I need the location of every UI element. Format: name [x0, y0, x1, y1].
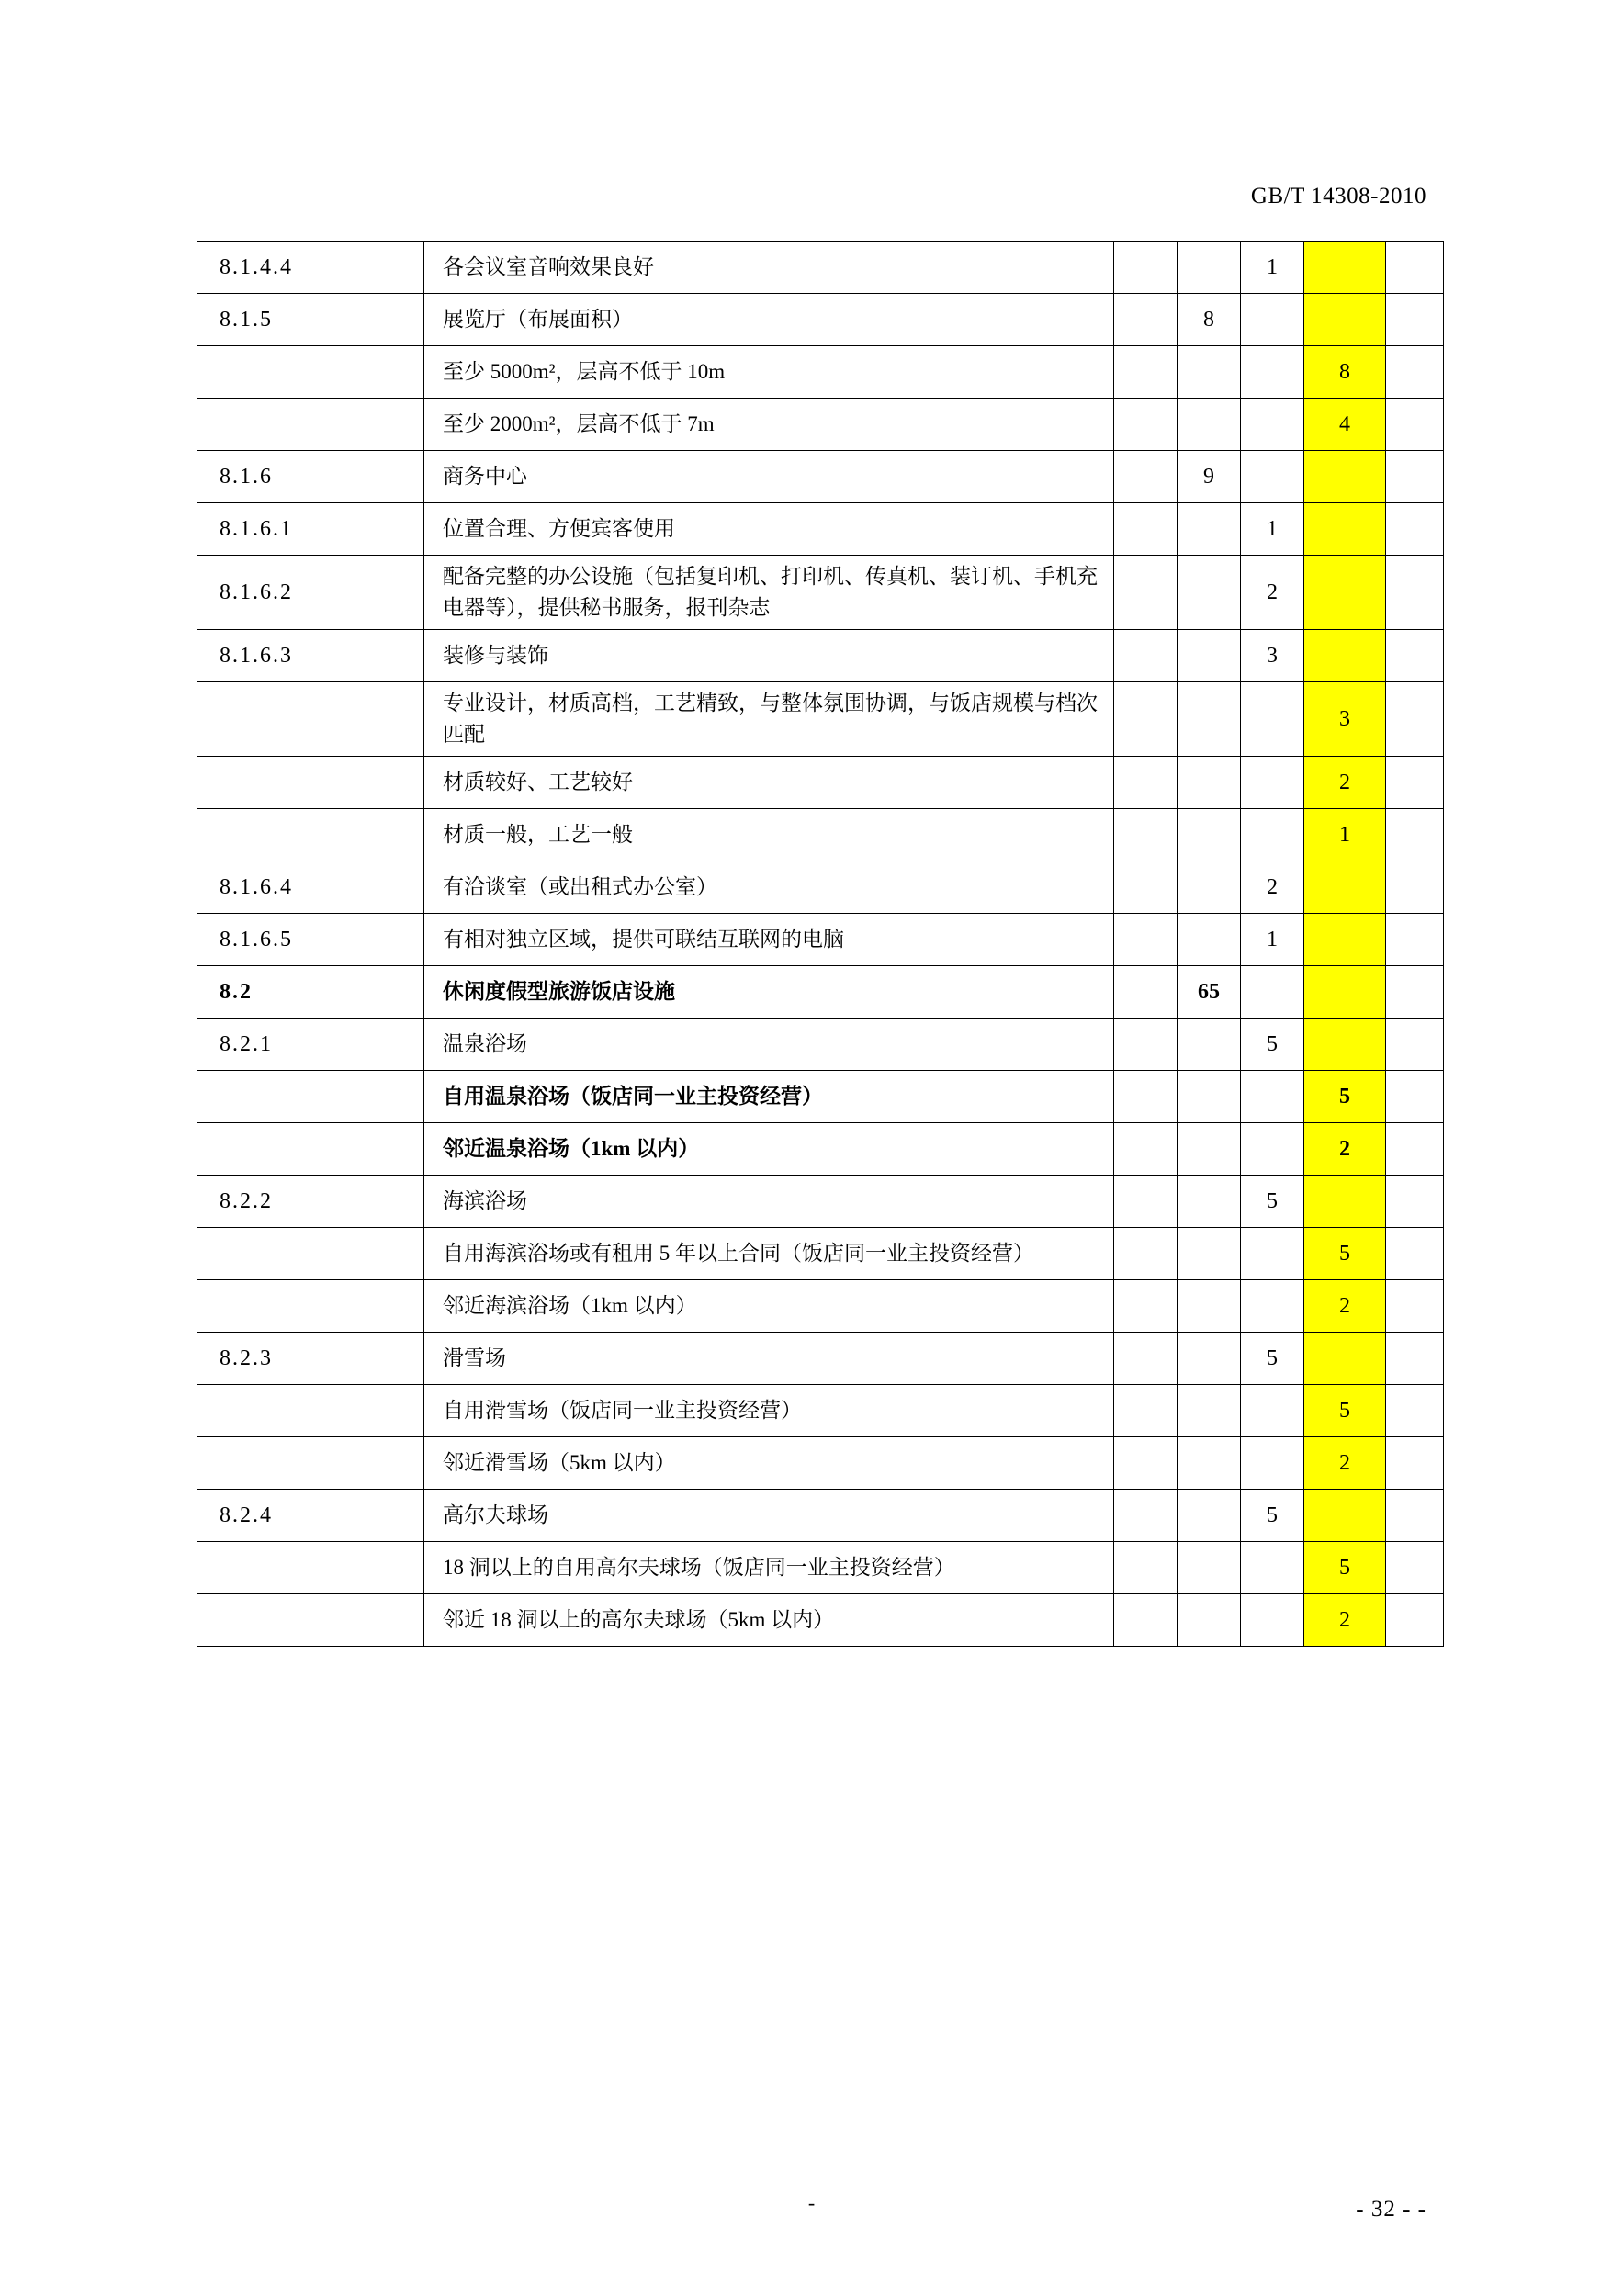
- score-level1-cell: [1114, 451, 1178, 503]
- clause-number-cell: 8.2.1: [197, 1019, 424, 1071]
- remark-cell: [1386, 503, 1444, 556]
- score-level3-cell: 1: [1241, 242, 1304, 294]
- table-row: [197, 503, 1444, 556]
- clause-number-cell: [197, 346, 424, 399]
- remark-cell: [1386, 1176, 1444, 1228]
- score-level2-cell: [1178, 346, 1241, 399]
- score-level2-cell: [1178, 1490, 1241, 1542]
- table-row: [197, 1071, 1444, 1123]
- score-level2-cell: [1178, 556, 1241, 630]
- score-level3-cell: [1241, 966, 1304, 1019]
- score-level2-cell: [1178, 1228, 1241, 1280]
- score-level3-cell: 5: [1241, 1019, 1304, 1071]
- score-level1-cell: [1114, 503, 1178, 556]
- footer-page-number: - 32 - -: [1356, 2197, 1426, 2222]
- clause-number-cell: [197, 1594, 424, 1647]
- score-level1-cell: [1114, 1490, 1178, 1542]
- score-level2-cell: [1178, 503, 1241, 556]
- clause-description-cell: 温泉浴场: [424, 1019, 1114, 1071]
- clause-number-cell: [197, 1385, 424, 1437]
- clause-description-cell: 有相对独立区域，提供可联结互联网的电脑: [424, 914, 1114, 966]
- score-level1-cell: [1114, 682, 1178, 757]
- highlighted-score-cell: 2: [1304, 1123, 1386, 1176]
- clause-number-cell: 8.1.6.1: [197, 503, 424, 556]
- score-level1-cell: [1114, 861, 1178, 914]
- clause-number-cell: 8.1.6.4: [197, 861, 424, 914]
- score-level2-cell: [1178, 757, 1241, 809]
- remark-cell: [1386, 1280, 1444, 1333]
- score-level1-cell: [1114, 399, 1178, 451]
- highlighted-score-cell: 5: [1304, 1385, 1386, 1437]
- score-level1-cell: [1114, 1123, 1178, 1176]
- footer-dash: -: [807, 2191, 816, 2214]
- highlighted-score-cell: 2: [1304, 1437, 1386, 1490]
- table-row: [197, 1123, 1444, 1176]
- clause-description-cell: 各会议室音响效果良好: [424, 242, 1114, 294]
- score-level1-cell: [1114, 809, 1178, 861]
- score-level1-cell: [1114, 1280, 1178, 1333]
- remark-cell: [1386, 1333, 1444, 1385]
- table-row: [197, 242, 1444, 294]
- highlighted-score-cell: [1304, 861, 1386, 914]
- highlighted-score-cell: [1304, 1490, 1386, 1542]
- clause-description-cell: 自用温泉浴场（饭店同一业主投资经营）: [424, 1071, 1114, 1123]
- score-level3-cell: [1241, 809, 1304, 861]
- clause-number-cell: [197, 809, 424, 861]
- score-level2-cell: [1178, 1542, 1241, 1594]
- clause-description-cell: 18 洞以上的自用高尔夫球场（饭店同一业主投资经营）: [424, 1542, 1114, 1594]
- scoring-table: [197, 241, 1444, 1647]
- remark-cell: [1386, 682, 1444, 757]
- clause-number-cell: 8.2.3: [197, 1333, 424, 1385]
- score-level2-cell: [1178, 242, 1241, 294]
- score-level2-cell: [1178, 809, 1241, 861]
- remark-cell: [1386, 346, 1444, 399]
- score-level1-cell: [1114, 1071, 1178, 1123]
- clause-number-cell: 8.1.6.5: [197, 914, 424, 966]
- clause-description-cell: 位置合理、方便宾客使用: [424, 503, 1114, 556]
- table-row: [197, 451, 1444, 503]
- clause-number-cell: [197, 1123, 424, 1176]
- score-level3-cell: [1241, 346, 1304, 399]
- highlighted-score-cell: 2: [1304, 1594, 1386, 1647]
- score-level2-cell: [1178, 1333, 1241, 1385]
- score-level2-cell: [1178, 1594, 1241, 1647]
- clause-number-cell: [197, 1437, 424, 1490]
- score-level3-cell: [1241, 682, 1304, 757]
- clause-description-cell: 材质一般，工艺一般: [424, 809, 1114, 861]
- table-row: [197, 630, 1444, 682]
- clause-description-cell: 装修与装饰: [424, 630, 1114, 682]
- page-header: GB/T 14308-2010: [1250, 184, 1426, 208]
- clause-description-cell: 邻近温泉浴场（1km 以内）: [424, 1123, 1114, 1176]
- clause-number-cell: [197, 1280, 424, 1333]
- remark-cell: [1386, 809, 1444, 861]
- remark-cell: [1386, 1490, 1444, 1542]
- score-level3-cell: 5: [1241, 1490, 1304, 1542]
- table-row: [197, 1176, 1444, 1228]
- score-level1-cell: [1114, 1385, 1178, 1437]
- score-level2-cell: [1178, 399, 1241, 451]
- table-row: [197, 1542, 1444, 1594]
- highlighted-score-cell: [1304, 1176, 1386, 1228]
- remark-cell: [1386, 1019, 1444, 1071]
- highlighted-score-cell: [1304, 1333, 1386, 1385]
- clause-number-cell: [197, 682, 424, 757]
- remark-cell: [1386, 399, 1444, 451]
- score-level3-cell: [1241, 451, 1304, 503]
- score-level2-cell: [1178, 914, 1241, 966]
- table-row: [197, 757, 1444, 809]
- clause-description-cell: 自用海滨浴场或有租用 5 年以上合同（饭店同一业主投资经营）: [424, 1228, 1114, 1280]
- score-level2-cell: 65: [1178, 966, 1241, 1019]
- clause-number-cell: [197, 1542, 424, 1594]
- remark-cell: [1386, 1542, 1444, 1594]
- score-level3-cell: [1241, 1542, 1304, 1594]
- clause-description-cell: 自用滑雪场（饭店同一业主投资经营）: [424, 1385, 1114, 1437]
- clause-description-cell: 滑雪场: [424, 1333, 1114, 1385]
- remark-cell: [1386, 294, 1444, 346]
- highlighted-score-cell: 8: [1304, 346, 1386, 399]
- highlighted-score-cell: [1304, 914, 1386, 966]
- table-row: [197, 1490, 1444, 1542]
- clause-number-cell: 8.1.5: [197, 294, 424, 346]
- clause-description-cell: 邻近 18 洞以上的高尔夫球场（5km 以内）: [424, 1594, 1114, 1647]
- clause-number-cell: 8.1.6.3: [197, 630, 424, 682]
- remark-cell: [1386, 1437, 1444, 1490]
- remark-cell: [1386, 1123, 1444, 1176]
- score-level1-cell: [1114, 757, 1178, 809]
- remark-cell: [1386, 861, 1444, 914]
- clause-description-cell: 邻近海滨浴场（1km 以内）: [424, 1280, 1114, 1333]
- table-row: [197, 682, 1444, 757]
- clause-description-cell: 海滨浴场: [424, 1176, 1114, 1228]
- clause-description-cell: 至少 5000m²，层高不低于 10m: [424, 346, 1114, 399]
- table-row: [197, 1594, 1444, 1647]
- score-level1-cell: [1114, 1228, 1178, 1280]
- highlighted-score-cell: [1304, 294, 1386, 346]
- remark-cell: [1386, 757, 1444, 809]
- clause-description-cell: 材质较好、工艺较好: [424, 757, 1114, 809]
- clause-number-cell: [197, 1228, 424, 1280]
- score-level3-cell: 3: [1241, 630, 1304, 682]
- table-row: [197, 1280, 1444, 1333]
- highlighted-score-cell: 5: [1304, 1542, 1386, 1594]
- table-row: [197, 809, 1444, 861]
- remark-cell: [1386, 630, 1444, 682]
- clause-description-cell: 有洽谈室（或出租式办公室）: [424, 861, 1114, 914]
- table-row: [197, 399, 1444, 451]
- remark-cell: [1386, 556, 1444, 630]
- score-level1-cell: [1114, 242, 1178, 294]
- score-level2-cell: [1178, 1176, 1241, 1228]
- score-level2-cell: [1178, 682, 1241, 757]
- scoring-table-container: [197, 241, 1431, 1647]
- highlighted-score-cell: 2: [1304, 757, 1386, 809]
- highlighted-score-cell: [1304, 503, 1386, 556]
- score-level1-cell: [1114, 1594, 1178, 1647]
- remark-cell: [1386, 1594, 1444, 1647]
- score-level1-cell: [1114, 346, 1178, 399]
- clause-description-cell: 高尔夫球场: [424, 1490, 1114, 1542]
- score-level1-cell: [1114, 294, 1178, 346]
- score-level3-cell: [1241, 1437, 1304, 1490]
- clause-description-cell: 配备完整的办公设施（包括复印机、打印机、传真机、装订机、手机充电器等），提供秘书服务，报刊杂志: [424, 556, 1114, 630]
- score-level3-cell: [1241, 399, 1304, 451]
- clause-number-cell: [197, 757, 424, 809]
- score-level1-cell: [1114, 1333, 1178, 1385]
- score-level3-cell: 2: [1241, 556, 1304, 630]
- score-level2-cell: 8: [1178, 294, 1241, 346]
- score-level3-cell: [1241, 1123, 1304, 1176]
- score-level1-cell: [1114, 556, 1178, 630]
- score-level1-cell: [1114, 966, 1178, 1019]
- score-level2-cell: [1178, 1280, 1241, 1333]
- score-level3-cell: [1241, 1594, 1304, 1647]
- remark-cell: [1386, 914, 1444, 966]
- highlighted-score-cell: [1304, 966, 1386, 1019]
- clause-description-cell: 专业设计，材质高档，工艺精致，与整体氛围协调，与饭店规模与档次匹配: [424, 682, 1114, 757]
- clause-number-cell: 8.2: [197, 966, 424, 1019]
- score-level3-cell: [1241, 1071, 1304, 1123]
- score-level3-cell: [1241, 1280, 1304, 1333]
- table-row: [197, 556, 1444, 630]
- table-row: [197, 1333, 1444, 1385]
- remark-cell: [1386, 1228, 1444, 1280]
- highlighted-score-cell: 2: [1304, 1280, 1386, 1333]
- score-level2-cell: 9: [1178, 451, 1241, 503]
- score-level3-cell: 5: [1241, 1333, 1304, 1385]
- remark-cell: [1386, 1385, 1444, 1437]
- clause-number-cell: 8.1.4.4: [197, 242, 424, 294]
- score-level1-cell: [1114, 1176, 1178, 1228]
- score-level3-cell: [1241, 757, 1304, 809]
- score-level1-cell: [1114, 1437, 1178, 1490]
- score-level1-cell: [1114, 1019, 1178, 1071]
- remark-cell: [1386, 1071, 1444, 1123]
- remark-cell: [1386, 242, 1444, 294]
- score-level1-cell: [1114, 1542, 1178, 1594]
- table-row: [197, 1228, 1444, 1280]
- highlighted-score-cell: [1304, 630, 1386, 682]
- highlighted-score-cell: [1304, 556, 1386, 630]
- score-level2-cell: [1178, 1019, 1241, 1071]
- clause-number-cell: [197, 399, 424, 451]
- score-level3-cell: 1: [1241, 914, 1304, 966]
- score-level2-cell: [1178, 861, 1241, 914]
- score-level3-cell: [1241, 1385, 1304, 1437]
- score-level1-cell: [1114, 914, 1178, 966]
- highlighted-score-cell: [1304, 1019, 1386, 1071]
- remark-cell: [1386, 451, 1444, 503]
- table-row: [197, 1385, 1444, 1437]
- remark-cell: [1386, 966, 1444, 1019]
- score-level3-cell: [1241, 1228, 1304, 1280]
- score-level1-cell: [1114, 630, 1178, 682]
- table-row: [197, 914, 1444, 966]
- score-level3-cell: 1: [1241, 503, 1304, 556]
- score-level3-cell: 5: [1241, 1176, 1304, 1228]
- score-level2-cell: [1178, 1071, 1241, 1123]
- highlighted-score-cell: 5: [1304, 1071, 1386, 1123]
- table-body: [197, 242, 1444, 1647]
- clause-number-cell: 8.1.6: [197, 451, 424, 503]
- score-level2-cell: [1178, 1437, 1241, 1490]
- table-row: [197, 346, 1444, 399]
- highlighted-score-cell: [1304, 242, 1386, 294]
- clause-description-cell: 休闲度假型旅游饭店设施: [424, 966, 1114, 1019]
- score-level2-cell: [1178, 1385, 1241, 1437]
- score-level3-cell: [1241, 294, 1304, 346]
- clause-description-cell: 展览厅（布展面积）: [424, 294, 1114, 346]
- score-level2-cell: [1178, 630, 1241, 682]
- clause-description-cell: 商务中心: [424, 451, 1114, 503]
- highlighted-score-cell: 3: [1304, 682, 1386, 757]
- highlighted-score-cell: [1304, 451, 1386, 503]
- score-level2-cell: [1178, 1123, 1241, 1176]
- table-row: [197, 861, 1444, 914]
- clause-number-cell: [197, 1071, 424, 1123]
- table-row: [197, 294, 1444, 346]
- clause-description-cell: 邻近滑雪场（5km 以内）: [424, 1437, 1114, 1490]
- clause-number-cell: 8.1.6.2: [197, 556, 424, 630]
- table-row: [197, 1437, 1444, 1490]
- highlighted-score-cell: 1: [1304, 809, 1386, 861]
- table-row: [197, 966, 1444, 1019]
- clause-description-cell: 至少 2000m²，层高不低于 7m: [424, 399, 1114, 451]
- table-row: [197, 1019, 1444, 1071]
- score-level3-cell: 2: [1241, 861, 1304, 914]
- clause-number-cell: 8.2.4: [197, 1490, 424, 1542]
- highlighted-score-cell: 5: [1304, 1228, 1386, 1280]
- highlighted-score-cell: 4: [1304, 399, 1386, 451]
- clause-number-cell: 8.2.2: [197, 1176, 424, 1228]
